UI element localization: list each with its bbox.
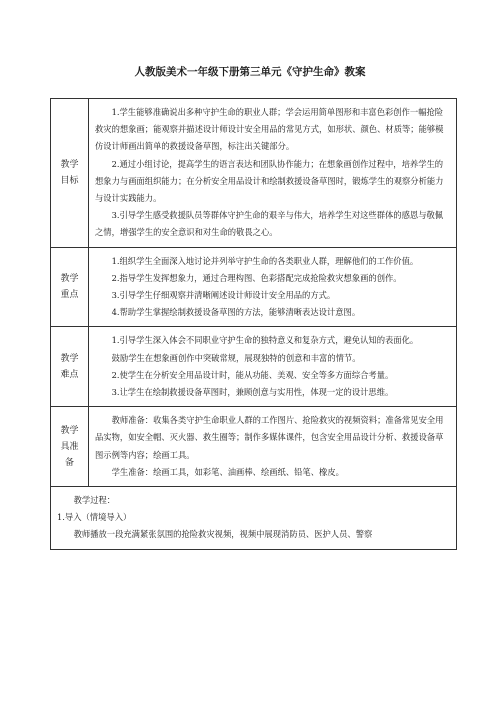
row-key-points [51, 247, 457, 327]
goal-paragraph: 2.通过小组讨论，提高学生的语言表达和团队协作能力；在想象画创作过程中，培养学生的想象力与画面组织能力；在分析安全用品设计和绘制救援设备草图时，锻炼学生的观察分析能力与设计实践能力。 [95, 158, 444, 204]
row-difficulties [51, 327, 457, 407]
label-teaching-goals: 教学 目标 [51, 99, 89, 248]
lesson-plan-table [50, 98, 457, 550]
difficulty-paragraph: 3.让学生在绘制救援设备草图时，兼顾创意与实用性，体现一定的设计思维。 [111, 387, 394, 398]
label-difficulties: 教学 难点 [51, 327, 89, 407]
row-process [51, 487, 457, 550]
preparation-paragraph: 教师准备：收集各类守护生命职业人群的工作图片、抢险救灾的视频资料；准备常见安全用品实物，如安全帽、灭火器、救生圈等；制作多媒体课件，包含安全用品设计分析、救援设备草图示例等内容；绘画工具。 [95, 415, 444, 460]
key-point-paragraph: 3.引导学生仔细观察并清晰阐述设计师设计安全用品的方式。 [111, 290, 336, 301]
goal-paragraph: 3.引导学生感受救援队员等群体守护生命的艰辛与伟大，培养学生对这些群体的感恩与敬佩之情，增强学生的安全意识和对生命的敬畏之心。 [95, 210, 444, 238]
document-title: 人教版美术一年级下册第三单元《守护生命》教案 [134, 66, 366, 78]
content-difficulties [89, 327, 457, 407]
content-preparation [89, 407, 457, 487]
key-point-paragraph: 4.帮助学生掌握绘制救援设备草图的方法，能够清晰表达设计意图。 [111, 307, 361, 318]
key-point-paragraph: 2.指导学生发挥想象力，通过合理构图、色彩搭配完成抢险救灾想象画的创作。 [111, 272, 402, 283]
label-key-points: 教学 重点 [51, 247, 89, 327]
process-text: 教师播放一段充满紧张氛围的抢险救灾视频，视频中展现消防员、医护人员、警察 [73, 529, 373, 540]
process-heading: 教学过程： [73, 495, 116, 506]
label-preparation: 教学 具准 备 [51, 407, 89, 487]
difficulty-paragraph: 2.使学生在分析安全用品设计时，能从功能、美观、安全等多方面综合考量。 [111, 369, 394, 380]
preparation-paragraph: 学生准备：绘画工具，如彩笔、油画棒、绘画纸、铅笔、橡皮。 [111, 466, 344, 477]
key-point-paragraph: 1.组织学生全面深入地讨论并列举守护生命的各类职业人群，理解他们的工作价值。 [111, 255, 419, 266]
goal-paragraph: 1.学生能够准确说出多种守护生命的职业人群；学会运用简单图形和丰富色彩创作一幅抢险救灾的想象画；能观察并描述设计师设计安全用品的常见方式，如形状、颜色、材质等；能够模仿设计师画出简单的救援设备草图，标注出关键部分。 [95, 107, 444, 152]
difficulty-paragraph: 1.引导学生深入体会不同职业守护生命的独特意义和复杂方式，避免认知的表面化。 [111, 335, 419, 346]
content-teaching-goals [89, 99, 457, 248]
content-key-points [89, 247, 457, 327]
row-preparation [51, 407, 457, 487]
process-step: 1.导入（情境导入） [57, 512, 132, 523]
content-process [51, 487, 457, 550]
row-teaching-goals [51, 99, 457, 248]
difficulty-paragraph: 鼓励学生在想象画创作中突破常规，展现独特的创意和丰富的情节。 [111, 352, 361, 363]
